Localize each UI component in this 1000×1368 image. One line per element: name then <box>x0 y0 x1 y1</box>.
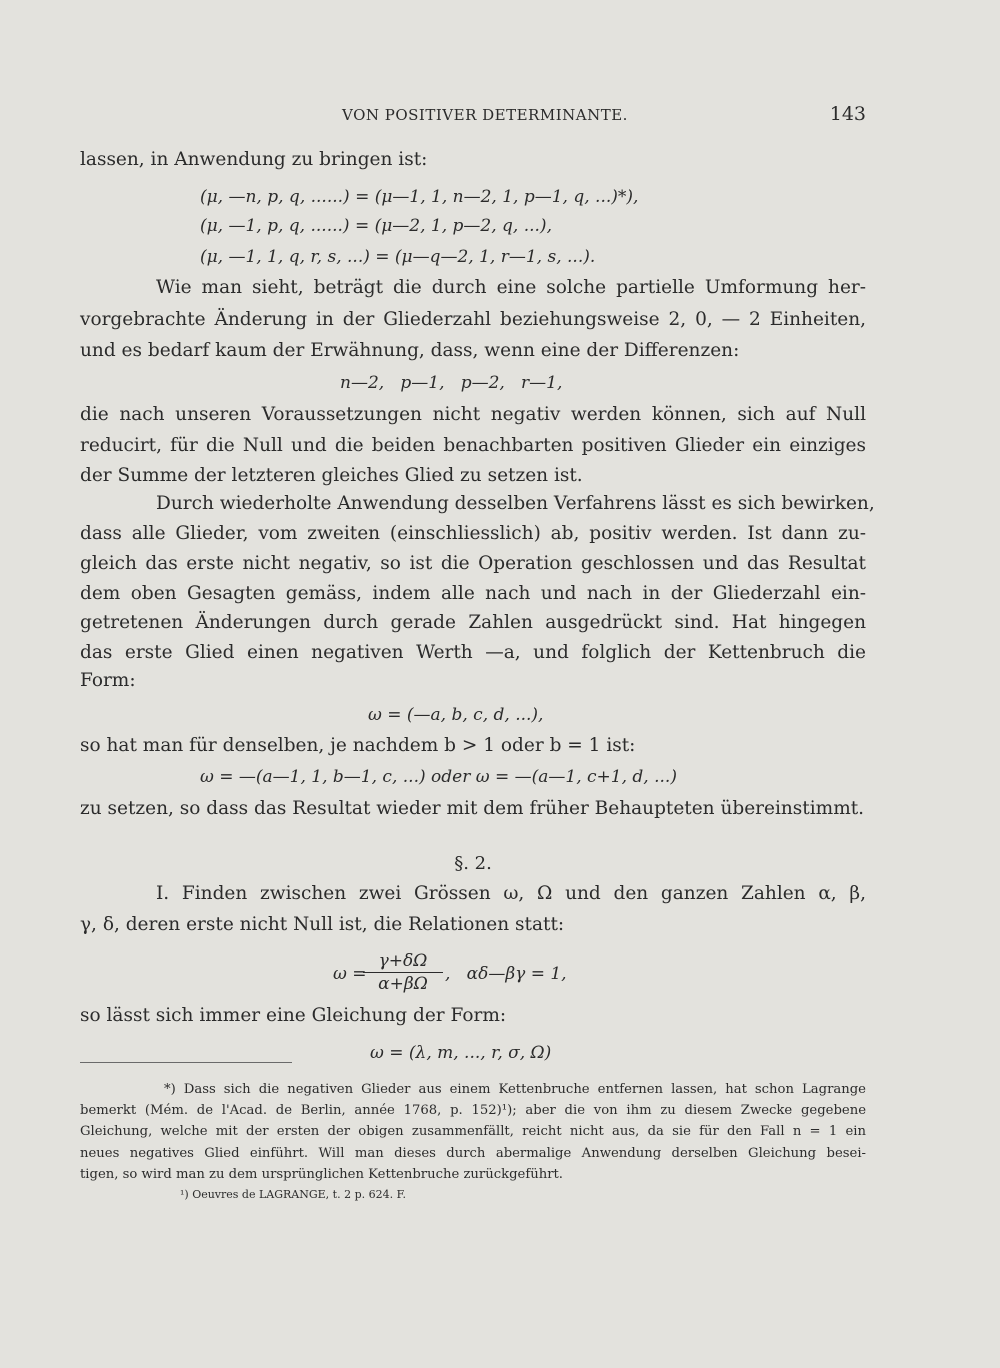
footnote-line: Gleichung, welche mit der ersten der obigen zusammenfällt, reicht nicht aus, da sie für den Fall n = 1 ein <box>80 1124 866 1139</box>
text-line: und es bedarf kaum der Erwähnung, dass, wenn eine der Differenzen: <box>80 340 740 361</box>
text-line: das erste Glied einen negativen Werth —a, und folglich der Kettenbruch die <box>80 642 866 663</box>
text-line: zu setzen, so dass das Resultat wieder mit dem früher Behaupteten übereinstimmt. <box>80 798 865 819</box>
equation-line: ω = (λ, m, ..., r, σ, Ω) <box>370 1043 552 1063</box>
text-line: I. Finden zwischen zwei Grössen ω, Ω und den ganzen Zahlen α, β, <box>156 883 866 904</box>
formula-lhs: ω = <box>333 964 367 984</box>
equation-line: (μ, —n, p, q, ......) = (μ—1, 1, n—2, 1, p—1, q, ...)*), <box>200 187 639 207</box>
formula-rest: , αδ—βγ = 1, <box>445 964 567 984</box>
text-line: die nach unseren Voraussetzungen nicht negativ werden können, sich auf Null <box>80 404 866 425</box>
equation-line: (μ, —1, 1, q, r, s, ...) = (μ—q—2, 1, r—1, s, ...). <box>200 247 596 267</box>
running-header <box>80 103 866 132</box>
text-line: Wie man sieht, beträgt die durch eine solche partielle Umformung her- <box>156 277 866 298</box>
footnote-line: tigen, so wird man zu dem ursprünglichen Kettenbruche zurückgeführt. <box>80 1167 563 1182</box>
fraction <box>363 950 443 995</box>
fraction-numerator: γ+δΩ <box>378 951 428 971</box>
footnote-line: neues negatives Glied einführt. Will man dieses durch abermalige Anwendung derselben Gleichung besei- <box>80 1146 866 1161</box>
footnote-line: *) Dass sich die negativen Glieder aus einem Kettenbruche entfernen lassen, hat schon Lagrange <box>164 1082 866 1097</box>
fraction-denominator: α+βΩ <box>378 974 428 994</box>
text-line: getretenen Änderungen durch gerade Zahlen ausgedrückt sind. Hat hingegen <box>80 612 866 633</box>
text-line: gleich das erste nicht negativ, so ist die Operation geschlossen und das Resultat <box>80 553 866 574</box>
text-line: reducirt, für die Null und die beiden benachbarten positiven Glieder ein einziges <box>80 435 866 456</box>
text-line: Durch wiederholte Anwendung desselben Verfahrens lässt es sich bewirken, <box>156 493 875 514</box>
text-line: so hat man für denselben, je nachdem b > 1 oder b = 1 ist: <box>80 735 636 756</box>
text-line: der Summe der letzteren gleiches Glied zu setzen ist. <box>80 465 583 486</box>
equation-line: ω = (—a, b, c, d, ...), <box>368 705 544 725</box>
equation-line: n—2, p—1, p—2, r—1, <box>340 373 563 393</box>
equation-line: ω = —(a—1, 1, b—1, c, ...) oder ω = —(a—1, c+1, d, ...) <box>200 767 677 787</box>
text-line: dass alle Glieder, vom zweiten (einschliesslich) ab, positiv werden. Ist dann zu- <box>80 523 866 544</box>
text-line: dem oben Gesagten gemäss, indem alle nach und nach in der Gliederzahl ein- <box>80 583 866 604</box>
footnote-line: bemerkt (Mém. de l'Acad. de Berlin, année 1768, p. 152)¹); aber die von ihm zu diesem Zwecke gegebene <box>80 1103 866 1118</box>
text-line: γ, δ, deren erste nicht Null ist, die Relationen statt: <box>80 914 565 935</box>
section-heading: §. 2. <box>454 853 492 874</box>
equation-line: (μ, —1, p, q, ......) = (μ—2, 1, p—2, q, ...), <box>200 216 552 236</box>
text-line: so lässt sich immer eine Gleichung der Form: <box>80 1005 507 1026</box>
text-line: lassen, in Anwendung zu bringen ist: <box>80 149 428 170</box>
text-line: vorgebrachte Änderung in der Gliederzahl beziehungsweise 2, 0, — 2 Einheiten, <box>80 309 866 330</box>
text-line: Form: <box>80 670 136 691</box>
header-title: VON POSITIVER DETERMINANTE. <box>342 106 628 124</box>
footnote-reference: ¹) Oeuvres de LAGRANGE, t. 2 p. 624. F. <box>180 1188 407 1201</box>
footnote-rule <box>80 1062 292 1063</box>
page-number: 143 <box>829 103 866 125</box>
